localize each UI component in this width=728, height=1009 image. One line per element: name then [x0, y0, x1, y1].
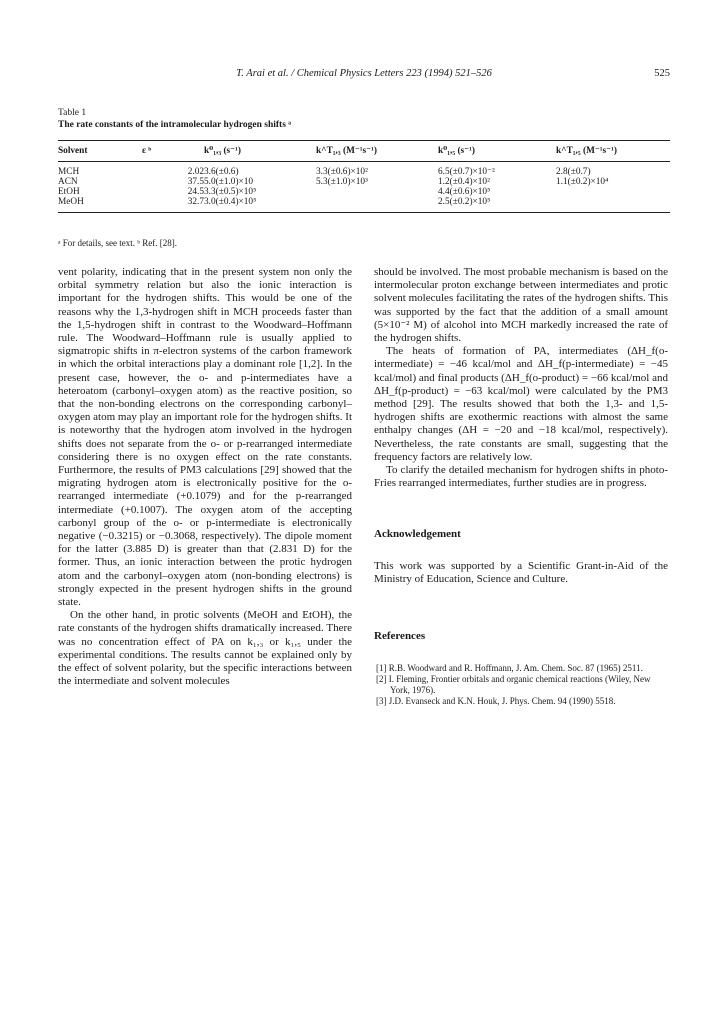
table-cell	[316, 187, 438, 197]
table-cell	[556, 187, 670, 197]
column-header: k^T₁,₅ (M⁻¹s⁻¹)	[556, 146, 617, 156]
table-cell: 4.4(±0.6)×10⁵	[438, 187, 491, 197]
body-paragraph: To clarify the detailed mechanism for hydrogen shifts in photo-Fries rearranged intermediates, further studies are in progress.	[374, 464, 668, 490]
page-header	[58, 68, 670, 84]
table-cell: ACN	[58, 177, 78, 187]
column-header: k⁰₁,₅ (s⁻¹)	[438, 146, 475, 156]
reference-list	[374, 663, 668, 707]
table-cell: EtOH	[58, 187, 80, 197]
running-head: T. Arai et al. / Chemical Physics Letters 223 (1994) 521–526	[236, 68, 492, 79]
table-cell: MCH	[58, 167, 80, 177]
column-header: k^T₁,₃ (M⁻¹s⁻¹)	[316, 146, 377, 156]
acknowledgement-text: This work was supported by a Scientific Grant-in-Aid of the Ministry of Education, Science and Culture.	[374, 559, 668, 585]
table-cell: 2.8(±0.7)	[556, 167, 591, 177]
rate-constants-table	[58, 140, 670, 213]
body-paragraph: The heats of formation of PA, intermediates (ΔH_f(o-intermediate) = −46 kcal/mol and ΔH_f(p-intermediate) = −45 kcal/mol) and final products (ΔH_f(o-product) = −66 kcal/mol and ΔH_f(p-product) = −63 kcal/mol) were calculated by the PM3 method [29]. The results showed that both the 1,3- and 1,5-hydrogen shifts are exothermic reactions with almost the same enthalpy changes (ΔH = −20 and −18 kcal/mol, respectively). Nevertheless, the rate constants are small, suggesting that the frequency factors are relatively low.	[374, 345, 668, 463]
table-cell: 3.6(±0.6)	[204, 167, 239, 177]
table-row	[58, 177, 670, 187]
left-column	[58, 266, 352, 689]
table-cell: 2.02	[187, 167, 204, 177]
table-cell: 5.0(±1.0)×10	[204, 177, 254, 187]
table-cell: 24.5	[187, 187, 204, 197]
table-title: The rate constants of the intramolecular hydrogen shifts ᵃ	[58, 120, 292, 130]
table-cell	[316, 197, 438, 213]
reference-item: [1] R.B. Woodward and R. Hoffmann, J. Am. Chem. Soc. 87 (1965) 2511.	[376, 663, 643, 674]
table-cell: 2.5(±0.2)×10⁵	[438, 197, 491, 207]
table-row	[58, 162, 670, 178]
column-header: Solvent	[58, 146, 88, 156]
column-header: k⁰₁,₃ (s⁻¹)	[204, 146, 241, 156]
table-label: Table 1	[58, 108, 87, 118]
reference-item: [3] J.D. Evanseck and K.N. Houk, J. Phys. Chem. 94 (1990) 5518.	[376, 696, 616, 707]
table-cell: 3.3(±0.6)×10²	[316, 167, 368, 177]
table-row	[58, 197, 670, 213]
right-column	[374, 266, 668, 707]
table-cell: 3.0(±0.4)×10⁵	[204, 197, 257, 207]
references-heading: References	[374, 630, 426, 643]
table-cell: 37.5	[187, 177, 204, 187]
body-paragraph: vent polarity, indicating that in the present system non only the orbital symmetry relation but also the ionic interaction is important for the hydrogen shifts. This would be one of the reasons why the 1,3-hydrogen shift in MCH proceeds faster than the 1,5-hydrogen shift in contrast to the Woodward–Hoffmann rule. The Woodward–Hoffmann rule is usually applied to sigmatropic shifts in π-electron systems of the carbon framework in which the orbital interactions play a dominant role [1,2]. In the present case, however, the o- and p-intermediates have a heteroatom (carbonyl–oxygen atom) as the reactive position, so that the non-bonding electrons on the corresponding carbonyl–oxygen atom may play an important role for the hydrogen shifts. It is noteworthy that the hydrogen atom involved in the hydrogen shifts does not separate from the o- or p-rearranged intermediate considering there is no oxygen effect on the rate constants. Furthermore, the results of PM3 calculations [29] showed that the migrating hydrogen atom is electronically positive for the o-rearranged intermediate (+0.1079) and for the p-rearranged intermediate (+0.1007). The oxygen atom of the accepting carbonyl group of the o- or p-intermediate is electronically negative (−0.3215) or −0.3068, respectively). The dipole moment for the latter (3.885 D) is greater than that (2.831 D) for the former. Thus, an ionic interaction between the protic hydrogen atom and the carbonyl–oxygen atom (non-bonding electrons) is strongly expected in the present hydrogen shifts in the ground state.	[58, 266, 352, 609]
reference-item: [2] I. Fleming, Frontier orbitals and organic chemical reactions (Wiley, New York, 1976).	[376, 674, 651, 696]
body-paragraph: should be involved. The most probable mechanism is based on the intermolecular proton exchange between intermediates and protic solvent molecules facilitating the rates of the hydrogen shifts. This was supported by the fact that the addition of a small amount (5×10⁻² M) of alcohol into MCH markedly increased the rate of the hydrogen shifts.	[374, 266, 668, 345]
table-footnote: ᵃ For details, see text. ᵇ Ref. [28].	[58, 238, 177, 248]
table-cell: 3.3(±0.5)×10⁵	[204, 187, 257, 197]
table-cell: 6.5(±0.7)×10⁻²	[438, 167, 495, 177]
page-number: 525	[654, 68, 670, 79]
body-paragraph: On the other hand, in protic solvents (MeOH and EtOH), the rate constants of the hydrogen shifts dramatically increased. There was no concentration effect of PA on k₁,₃ or k₁,₅ under the experimental conditions. The results cannot be explained only by the effect of solvent polarity, but the specific interactions between the intermediate and solvent molecules	[58, 609, 352, 688]
acknowledgement-heading: Acknowledgement	[374, 528, 461, 541]
table-cell	[556, 197, 670, 213]
table-cell: 32.7	[187, 197, 204, 207]
table-caption	[58, 107, 291, 131]
column-header: ε ᵇ	[142, 146, 152, 156]
table-cell: 1.1(±0.2)×10⁴	[556, 177, 609, 187]
table-cell: 5.3(±1.0)×10³	[316, 177, 368, 187]
table-header-row	[58, 141, 670, 162]
table-cell: 1.2(±0.4)×10²	[438, 177, 490, 187]
table-cell: MeOH	[58, 197, 84, 207]
table-row	[58, 187, 670, 197]
